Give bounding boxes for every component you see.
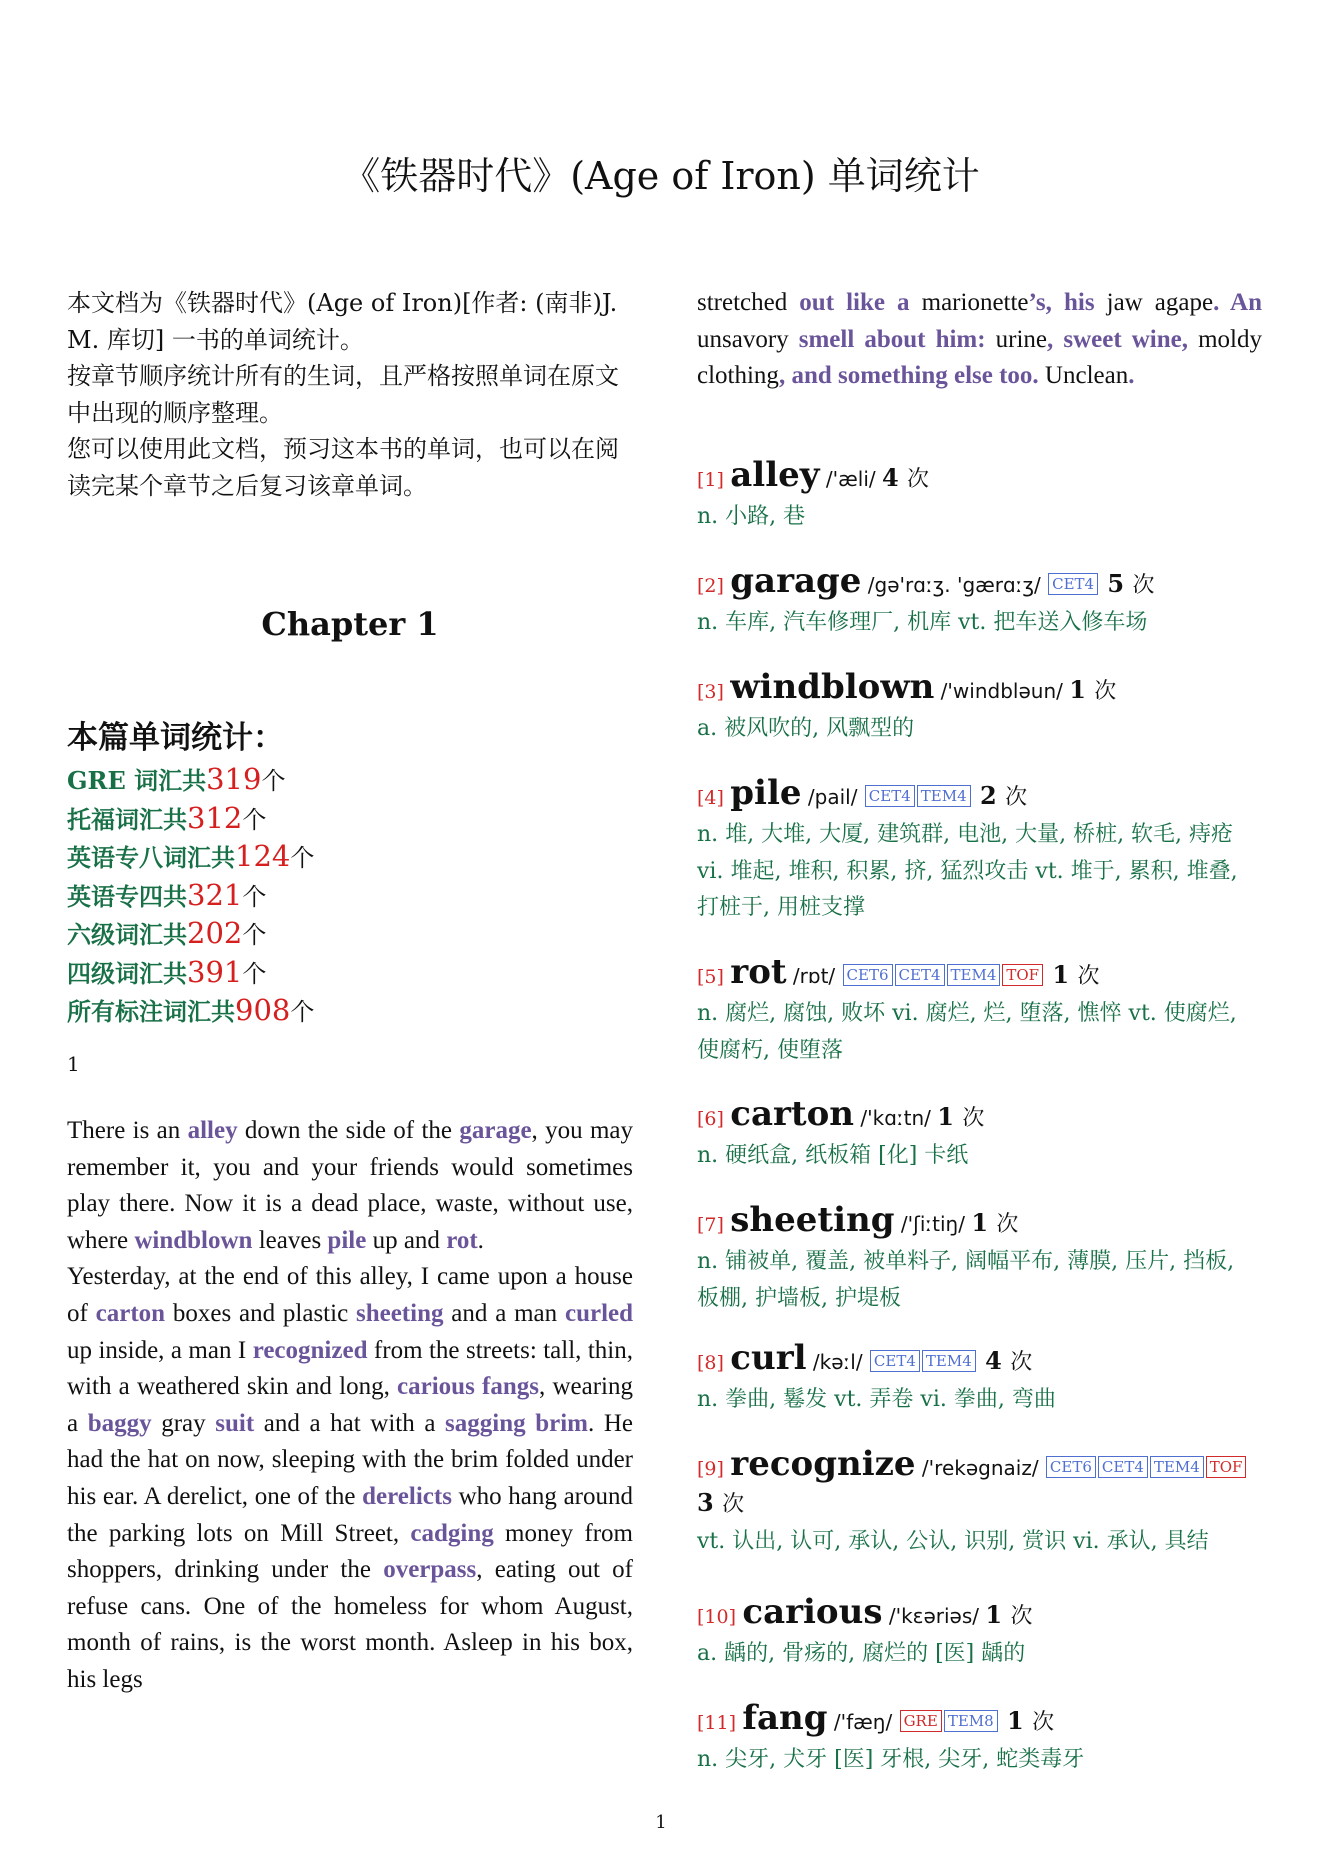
entry-definition: n. 车库, 汽车修理厂, 机库 vt. 把车送入修车场 (697, 610, 1148, 635)
vocab-word[interactable]: suit (215, 1409, 255, 1437)
entry-word: pile (730, 773, 802, 813)
stat-unit: 个 (290, 998, 315, 1026)
vocab-entry (697, 561, 1262, 642)
entry-head (697, 455, 1262, 497)
vocab-entry (697, 1592, 1262, 1673)
entry-word: alley (730, 455, 820, 495)
stat-label: 六级词汇共 (67, 920, 187, 949)
entry-times: 次 (722, 1492, 745, 1517)
entry-word: windblown (730, 667, 935, 707)
vocab-word[interactable]: cadging (410, 1519, 494, 1547)
word-stats (67, 712, 633, 1031)
vocab-word[interactable]: smell about him: (788, 325, 996, 353)
exam-tag: CET6 (1046, 1456, 1096, 1478)
chapter-heading: Chapter 1 (261, 605, 439, 643)
entry-head (697, 1698, 1262, 1740)
page-number: 1 (655, 1812, 667, 1833)
entry-definition: n. 小路, 巷 (697, 504, 806, 529)
entry-index: [3] (697, 681, 724, 703)
exam-tag: CET4 (895, 964, 945, 986)
stat-count: 391 (187, 954, 243, 989)
vocab-entry (697, 455, 1262, 536)
stat-unit: 个 (242, 959, 267, 988)
passage-right (697, 285, 1262, 395)
exam-tag: TOF (1002, 964, 1043, 986)
passage-left (67, 1113, 633, 1699)
entry-index: [5] (697, 966, 724, 988)
stat-count: 312 (187, 800, 243, 835)
entry-times: 次 (907, 467, 930, 492)
entry-phonetic: /kəːl/ (806, 1350, 869, 1374)
entry-phonetic: /pail/ (801, 785, 864, 809)
entry-index: [8] (697, 1352, 724, 1374)
vocab-word[interactable]: carious fangs (397, 1373, 539, 1401)
stats-title: 本篇单词统计： (67, 720, 284, 756)
vocab-word[interactable]: alley (187, 1117, 238, 1144)
vocab-word[interactable]: . An (1213, 289, 1262, 316)
entry-phonetic: /rɒt/ (786, 964, 842, 988)
stat-label: GRE 词汇共 (67, 766, 207, 795)
entry-head (697, 773, 1262, 815)
entry-index: [6] (697, 1108, 724, 1130)
stat-unit: 个 (242, 882, 267, 911)
entry-definition: a. 龋的, 骨疡的, 腐烂的 [医] 龋的 (697, 1641, 1026, 1666)
intro (67, 285, 633, 504)
entry-times: 次 (962, 1106, 985, 1131)
stat-label: 所有标注词汇共 (67, 997, 235, 1026)
entry-count: 1 (985, 1600, 1011, 1629)
entry-definition: n. 硬纸盒, 纸板箱 [化] 卡纸 (697, 1143, 969, 1168)
vocab-entry (697, 773, 1262, 927)
vocab-word[interactable]: . (1128, 362, 1135, 390)
entry-times: 次 (1032, 1710, 1055, 1735)
entry-head (697, 667, 1262, 709)
vocab-word[interactable]: recognized (252, 1336, 368, 1364)
vocab-word[interactable]: sagging brim (445, 1409, 588, 1437)
entry-head (697, 1592, 1262, 1634)
intro-line: 您可以使用此文档，预习这本书的单词，也可以在阅读完某个章节之后复习该章单词。 (67, 435, 619, 500)
entry-definition: n. 堆, 大堆, 大厦, 建筑群, 电池, 大量, 桥桩, 软毛, 痔疮 vi. 堆起, 堆积, 积累, 挤, 猛烈攻击 vt. 堆于, 累积, 堆叠, 打桩于, 用桩支撑 (697, 822, 1238, 920)
entry-index: [2] (697, 575, 724, 597)
entry-word: rot (730, 952, 787, 992)
stat-label: 四级词汇共 (67, 958, 187, 988)
entry-phonetic: /'rekəgnaiz/ (915, 1456, 1045, 1480)
entry-word: garage (730, 561, 862, 601)
entry-word: recognize (730, 1444, 916, 1484)
stat-count: 321 (187, 877, 243, 912)
stat-unit: 个 (242, 921, 267, 949)
entry-count: 4 (976, 1346, 1011, 1375)
exam-tag: CET4 (1048, 573, 1098, 595)
vocab-entry (697, 667, 1262, 748)
stat-count: 908 (235, 993, 291, 1027)
entry-phonetic: /'ʃiːtiŋ/ (894, 1212, 972, 1236)
entry-count: 1 (937, 1102, 963, 1131)
entry-head (697, 1200, 1262, 1242)
vocab-word[interactable]: garage (459, 1117, 532, 1144)
intro-line: 按章节顺序统计所有的生词，且严格按照单词在原文中出现的顺序整理。 (67, 362, 619, 427)
stat-row (67, 954, 633, 993)
entry-phonetic: /'kɑːtn/ (854, 1106, 938, 1130)
stat-unit: 个 (290, 844, 315, 872)
entry-phonetic: /'windbləun/ (934, 679, 1070, 703)
entry-count: 4 (881, 463, 908, 492)
entry-index: [11] (697, 1712, 737, 1734)
entry-word: fang (742, 1698, 828, 1738)
vocab-word[interactable]: pile (327, 1226, 367, 1254)
entry-count: 1 (998, 1706, 1033, 1735)
passage-paragraph: stretched out like a marionette’s, his jaw agape. An unsavory smell about him: urine, sweet wine, moldy clothing, and something else too. Unclean. (697, 289, 1262, 390)
entry-times: 次 (1132, 573, 1155, 598)
exam-tag: TEM4 (917, 785, 971, 807)
entry-count: 2 (971, 781, 1006, 810)
entry-head (697, 1444, 1262, 1522)
entry-count: 1 (1069, 675, 1095, 704)
entry-head (697, 1094, 1262, 1136)
exam-tag: TEM4 (922, 1350, 976, 1372)
stat-count: 202 (187, 916, 243, 950)
vocab-entry (697, 1200, 1262, 1317)
passage-paragraph: Yesterday, at the end of this alley, I came upon a house of carton boxes and plastic sheeting and a man curled up inside, a man I recognized from the streets: tall, thin, with a weathered skin and long, carious fangs, wearing a baggy gray suit and a hat with a sagging brim. He had the hat on now, sleeping with the brim folded under his ear. A derelict, one of the derelicts who hang around the parking lots on Mill Street, cadging money from shoppers, drinking under the overpass, eating out of refuse cans. One of the homeless for whom August, month of rains, is the worst month. Asleep in his box, his legs (67, 1263, 634, 1693)
stat-row (67, 761, 633, 800)
stat-row (67, 915, 633, 954)
stat-label: 英语专四共 (67, 881, 187, 911)
entry-times: 次 (1010, 1604, 1033, 1629)
stat-row (67, 800, 633, 839)
exam-tag: CET6 (843, 964, 893, 986)
entry-definition: n. 铺被单, 覆盖, 被单料子, 阔幅平布, 薄膜, 压片, 挡板, 板棚, 护墙板, 护堤板 (697, 1249, 1235, 1311)
entry-word: curl (730, 1338, 807, 1378)
stat-row (67, 992, 633, 1031)
page-title: 《铁器时代》(Age of Iron) 单词统计 (342, 154, 980, 198)
entry-head (697, 561, 1262, 603)
stat-label: 英语专八词汇共 (67, 843, 235, 872)
vocab-word[interactable]: ’s, his (1028, 289, 1107, 316)
exam-tag: TOF (1206, 1456, 1247, 1478)
section-number: 1 (67, 1052, 80, 1076)
exam-tag: TEM4 (1150, 1456, 1204, 1478)
vocab-word[interactable]: derelicts (362, 1482, 452, 1510)
stat-unit: 个 (242, 805, 267, 834)
entry-times: 次 (996, 1212, 1019, 1237)
entry-index: [10] (697, 1606, 737, 1628)
exam-tag: TEM8 (944, 1710, 998, 1732)
entry-times: 次 (1005, 785, 1028, 810)
stat-label: 托福词汇共 (67, 804, 187, 834)
vocab-word[interactable]: carton (95, 1299, 166, 1327)
stat-unit: 个 (261, 767, 286, 795)
vocab-word[interactable]: rot (446, 1226, 478, 1254)
entry-times: 次 (1094, 679, 1117, 704)
passage-paragraph: There is an alley down the side of the garage, you may remember it, you and your friends would sometimes play there. Now it is a dead place, waste, without use, where windblown leaves pile up and rot. (67, 1117, 634, 1254)
entry-count: 1 (971, 1208, 997, 1237)
vocab-word[interactable]: sheeting (355, 1299, 444, 1327)
entry-definition: n. 腐烂, 腐蚀, 败坏 vi. 腐烂, 烂, 堕落, 憔悴 vt. 使腐烂, 使腐朽, 使堕落 (697, 1001, 1237, 1063)
vocab-entry (697, 952, 1262, 1069)
entry-times: 次 (1077, 964, 1100, 989)
vocab-entry (697, 1444, 1262, 1561)
vocab-word[interactable]: baggy (87, 1409, 152, 1437)
vocab-word[interactable]: out like a (787, 289, 922, 316)
entry-head (697, 952, 1262, 994)
exam-tag: TEM4 (947, 964, 1001, 986)
vocab-word[interactable]: , sweet wine, (1047, 325, 1199, 353)
entry-word: sheeting (730, 1200, 895, 1240)
vocab-entry (697, 1338, 1262, 1419)
entry-index: [4] (697, 787, 724, 809)
stat-count: 319 (206, 762, 262, 796)
vocab-word[interactable]: , and something else too. (778, 362, 1045, 390)
entry-count: 1 (1044, 960, 1078, 989)
entry-count: 3 (697, 1488, 723, 1517)
entry-definition: a. 被风吹的, 风飘型的 (697, 716, 915, 741)
entry-phonetic: /'æli/ (819, 467, 882, 491)
entry-definition: n. 尖牙, 犬牙 [医] 牙根, 尖牙, 蛇类毒牙 (697, 1747, 1085, 1772)
entry-definition: vt. 认出, 认可, 承认, 公认, 识别, 赏识 vi. 承认, 具结 (697, 1529, 1209, 1554)
entry-index: [7] (697, 1214, 724, 1236)
entry-phonetic: /gə'rɑːʒ. 'gærɑːʒ/ (861, 573, 1048, 597)
entry-phonetic: /'kɛəriəs/ (882, 1604, 986, 1628)
stat-row (67, 877, 633, 916)
entry-word: carious (742, 1592, 883, 1632)
exam-tag: GRE (900, 1710, 942, 1732)
stat-row (67, 838, 633, 877)
vocab-entry (697, 1094, 1262, 1175)
vocab-entry (697, 1698, 1262, 1779)
vocab-word[interactable]: overpass (383, 1556, 477, 1584)
stat-count: 124 (235, 839, 291, 873)
entry-word: carton (730, 1094, 855, 1134)
vocab-word[interactable]: windblown (134, 1226, 253, 1254)
entry-phonetic: /'fæŋ/ (827, 1710, 899, 1734)
exam-tag: CET4 (1098, 1456, 1148, 1478)
entry-count: 5 (1099, 569, 1133, 598)
entry-head (697, 1338, 1262, 1380)
exam-tag: CET4 (870, 1350, 920, 1372)
entry-index: [1] (697, 469, 724, 491)
exam-tag: CET4 (865, 785, 915, 807)
entry-times: 次 (1010, 1350, 1033, 1375)
vocab-word[interactable]: curled (564, 1299, 634, 1327)
entry-definition: n. 拳曲, 鬈发 vt. 弄卷 vi. 拳曲, 弯曲 (697, 1387, 1056, 1412)
intro-line: 本文档为《铁器时代》(Age of Iron)[作者: (南非)J. M. 库切] 一书的单词统计。 (67, 289, 618, 354)
entry-index: [9] (697, 1458, 724, 1480)
